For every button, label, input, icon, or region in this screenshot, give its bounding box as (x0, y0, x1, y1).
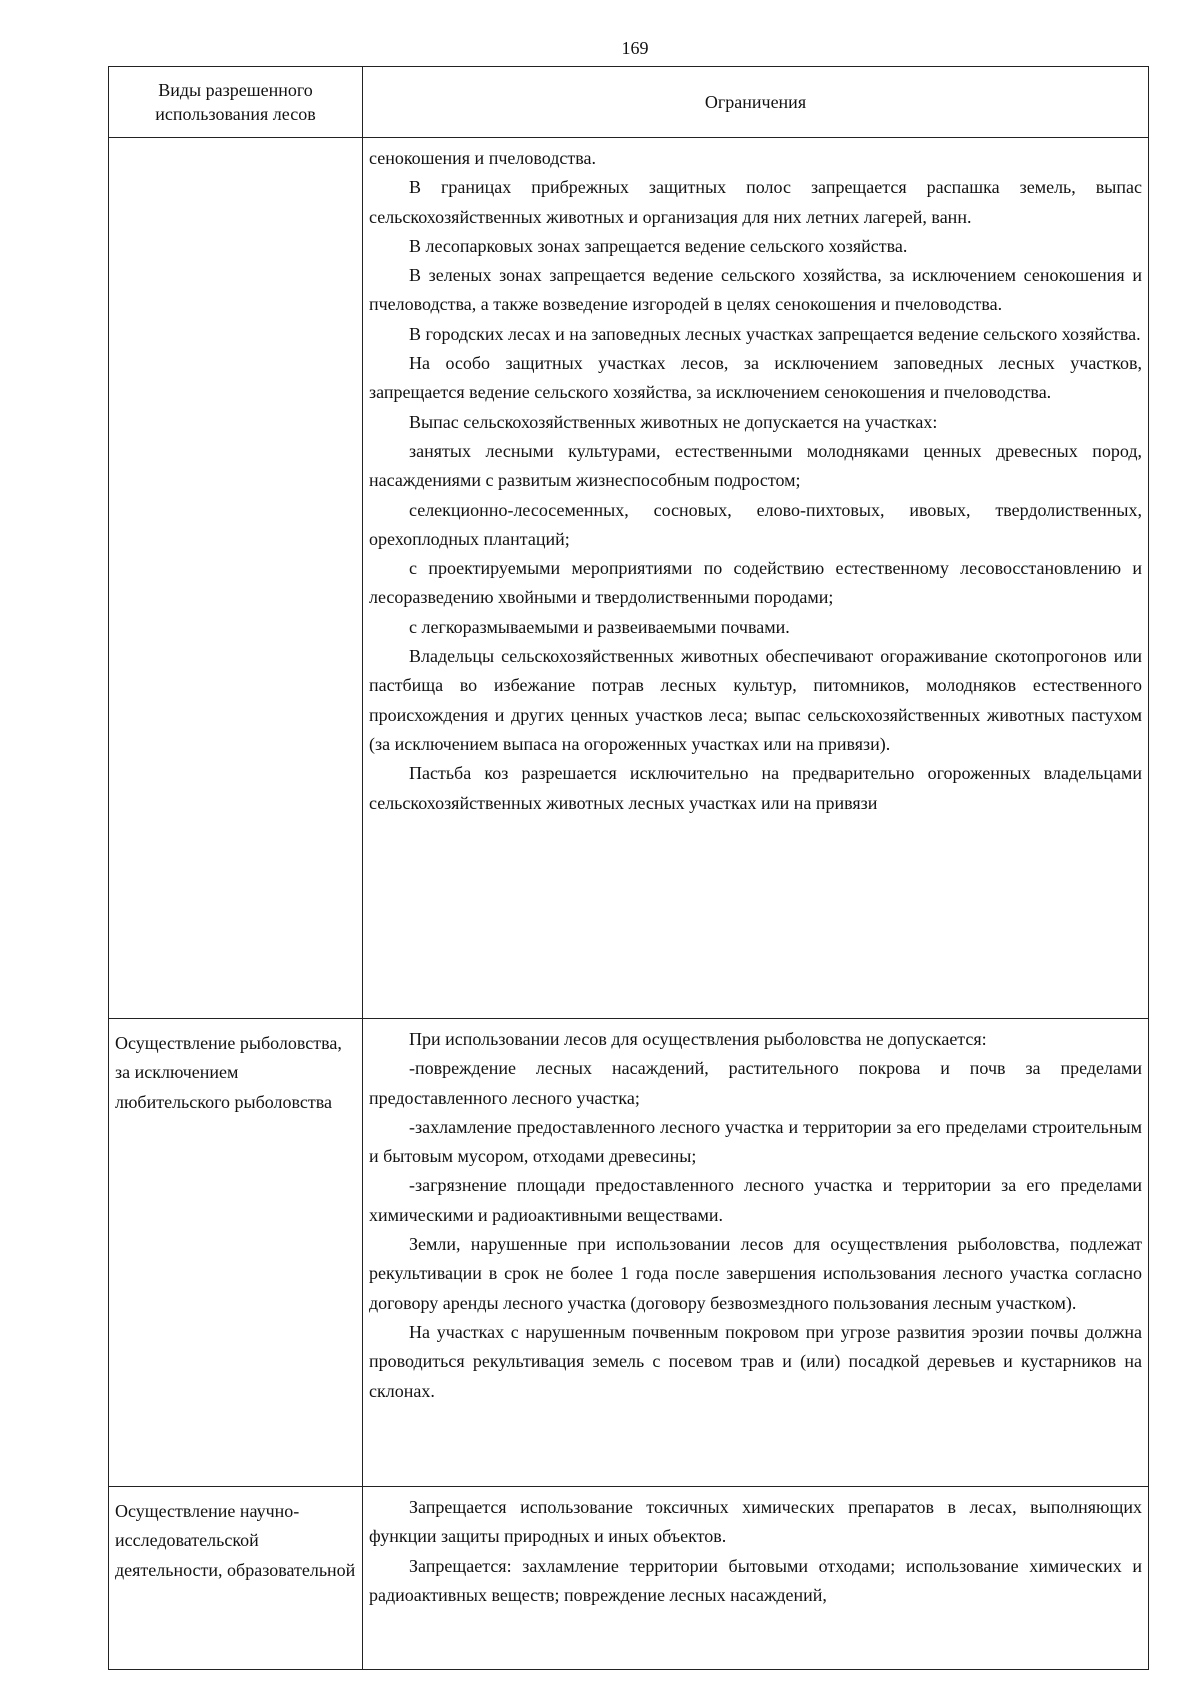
restriction-paragraph: -загрязнение площади предоставленного лесного участка и территории за его пределами химическими и радиоактивными веществами. (369, 1175, 1142, 1225)
restriction-paragraph: На особо защитных участках лесов, за исключением заповедных лесных участков, запрещается ведение сельского хозяйства, за исключением сенокошения и пчеловодства. (369, 353, 1142, 403)
forest-use-type-cell (109, 138, 363, 1019)
restriction-paragraph: В лесопарковых зонах запрещается ведение сельского хозяйства. (409, 235, 908, 256)
page-number: 169 (621, 38, 649, 58)
restriction-paragraph: В городских лесах и на заповедных лесных участках запрещается ведение сельского хозяйства. (409, 323, 1141, 344)
forest-use-type-cell: Осуществление рыболовства, за исключением любительского рыболовства (109, 1019, 363, 1487)
restriction-paragraph: Владельцы сельскохозяйственных животных обеспечивают огораживание скотопрогонов или пастбища во избежание потрав лесных культур, питомников, молодняков естественного происхождения и других ценных участков леса; выпас сельскохозяйственных животных пастухом (за исключением выпаса на огороженных участках или на привязи). (369, 646, 1142, 754)
restrictions-cell (363, 1487, 1149, 1670)
forest-use-type-cell: Осуществление научно-исследовательской деятельности, образовательной (109, 1487, 363, 1670)
restriction-paragraph: Земли, нарушенные при использовании лесов для осуществления рыболовства, подлежат рекультивации в срок не более 1 года после завершения использования лесного участка согласно договору аренды лесного участка (договору безвозмездного пользования лесным участком). (369, 1234, 1142, 1313)
restriction-paragraph: -захламление предоставленного лесного участка и территории за его пределами строительным и бытовым мусором, отходами древесины; (369, 1116, 1142, 1167)
restrictions-table (108, 66, 1149, 1670)
header-forest-use-types: Виды разрешенного использования лесов (109, 67, 363, 138)
restrictions-cell (363, 1019, 1149, 1487)
restriction-paragraph: Запрещается использование токсичных химических препаратов в лесах, выполняющих функции защиты природных и иных объектов. (369, 1497, 1142, 1547)
restriction-paragraph: с легкоразмываемыми и развеиваемыми почвами. (409, 616, 790, 637)
restriction-paragraph: В зеленых зонах запрещается ведение сельского хозяйства, за исключением сенокошения и пчеловодства, а также возведение изгородей в целях сенокошения и пчеловодства. (369, 265, 1142, 315)
header-restrictions: Ограничения (363, 67, 1149, 138)
restriction-paragraph: На участках с нарушенным почвенным покровом при угрозе развития эрозии почвы должна проводиться рекультивация земель с посевом трав и (или) посадкой деревьев и кустарников на склонах. (369, 1321, 1142, 1401)
restriction-paragraph: Выпас сельскохозяйственных животных не допускается на участках: (409, 411, 938, 432)
table-row (109, 1487, 1149, 1670)
restriction-paragraph: Пастьба коз разрешается исключительно на предварительно огороженных владельцами сельскохозяйственных животных лесных участках или на привязи (369, 763, 1142, 813)
restriction-paragraph: с проектируемыми мероприятиями по содействию естественному лесовосстановлению и лесоразведению хвойными и твердолиственными породами; (369, 558, 1142, 608)
restriction-paragraph: сенокошения и пчеловодства. (369, 148, 596, 168)
restriction-paragraph: В границах прибрежных защитных полос запрещается распашка земель, выпас сельскохозяйственных животных и организация для них летних лагерей, ванн. (369, 177, 1142, 227)
restriction-paragraph: -повреждение лесных насаждений, растительного покрова и почв за пределами предоставленного лесного участка; (369, 1058, 1142, 1108)
table-header-row (109, 67, 1149, 138)
restriction-paragraph: При использовании лесов для осуществления рыболовства не допускается: (409, 1029, 987, 1049)
restriction-paragraph: селекционно-лесосеменных, сосновых, елово-пихтовых, ивовых, твердолиственных, орехоплодных плантаций; (369, 499, 1142, 549)
table-row (109, 1019, 1149, 1487)
restrictions-cell (363, 138, 1149, 1019)
restriction-paragraph: занятых лесными культурами, естественными молодняками ценных древесных пород, насаждениями с развитым жизнеспособным подростом; (369, 440, 1142, 491)
restriction-paragraph: Запрещается: захламление территории бытовыми отходами; использование химических и радиоактивных веществ; повреждение лесных насаждений, (369, 1555, 1142, 1605)
table-row (109, 138, 1149, 1019)
